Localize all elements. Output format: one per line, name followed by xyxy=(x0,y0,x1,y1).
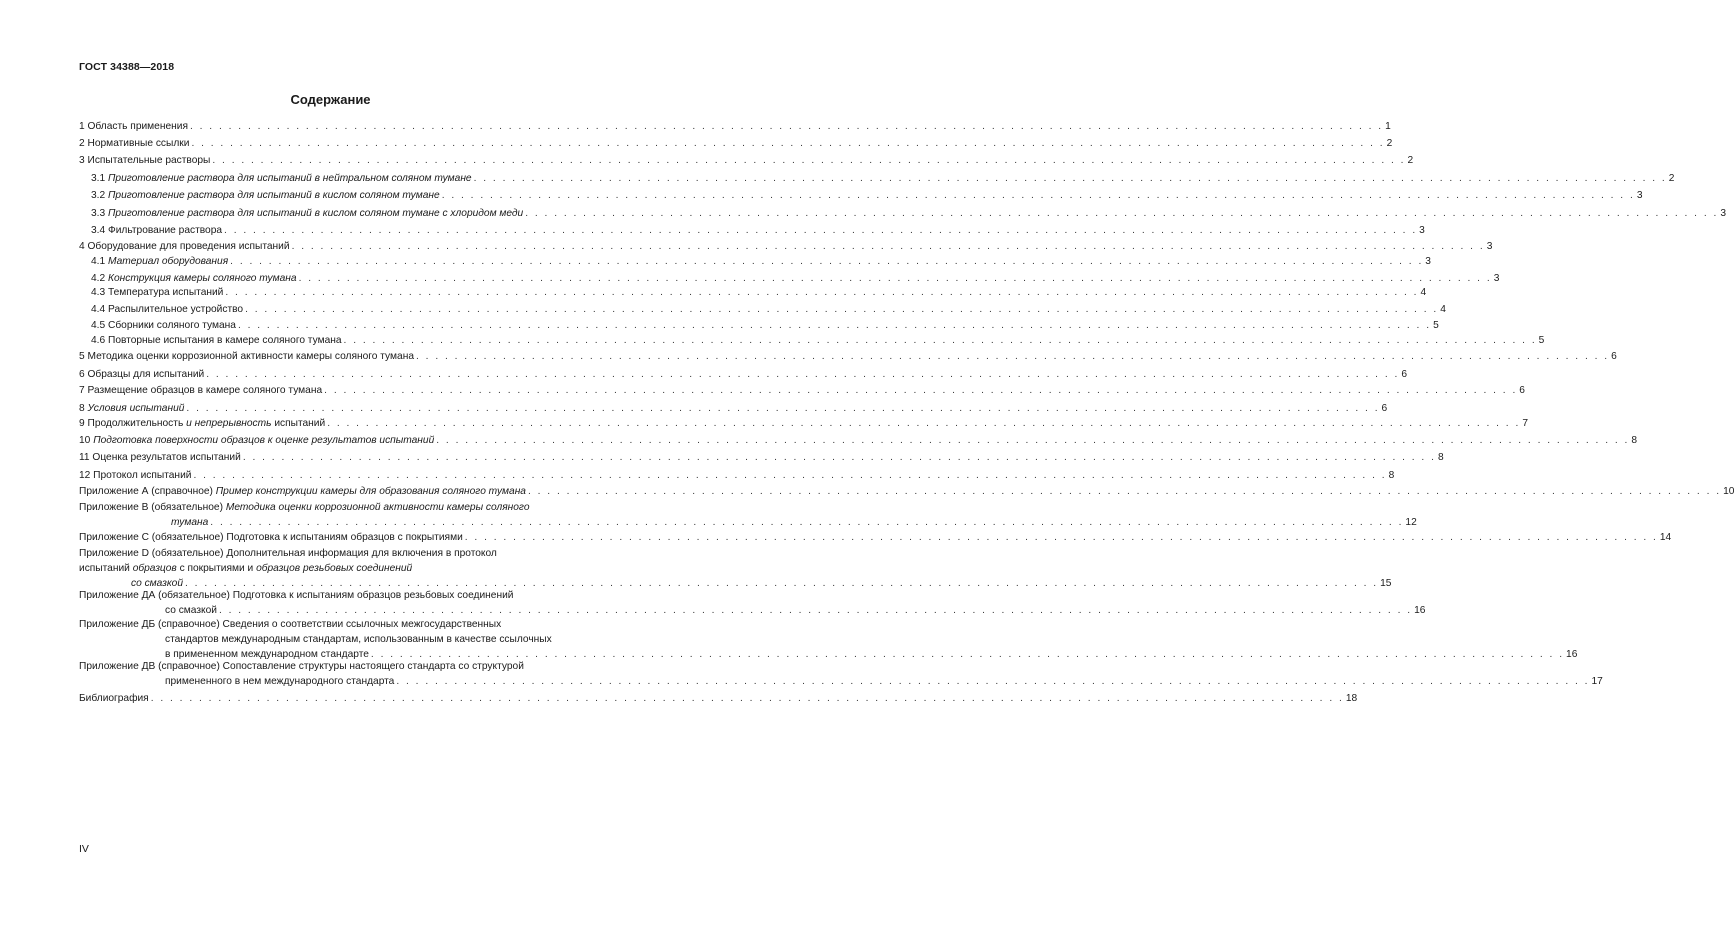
dot-leader: . . . . . . . . . . . . . . . . . . . . . . . . . . . . . . . . . . . . . . . . . . . . . . . . . . . . . . . . . . . . . . . . . . . . . . . . . . . . . . . . . . . . . . . . . . . . . . . . . . . . . . . . . . . . . . . . . . . . . . . . . . . . xyxy=(370,649,1565,660)
toc-entry-text: 7 Размещение образцов в камере соляного тумана xyxy=(79,385,323,396)
toc-entry-8[interactable] xyxy=(79,401,1388,416)
toc-page-number: 4 xyxy=(1440,304,1446,315)
document-header: ГОСТ 34388—2018 xyxy=(79,61,175,73)
toc-entry-4-2[interactable] xyxy=(79,271,1500,286)
toc-entry-appendix-d[interactable] xyxy=(79,546,1392,591)
dot-leader: . . . . . . . . . . . . . . . . . . . . . . . . . . . . . . . . . . . . . . . . . . . . . . . . . . . . . . . . . . . . . . . . . . . . . . . . . . . . . . . . . . . . . . . . . . . . . . . . . . . . . . . . . . . . . . . . . . . . . . . . . . . . xyxy=(225,287,1419,298)
dot-leader: . . . . . . . . . . . . . . . . . . . . . . . . . . . . . . . . . . . . . . . . . . . . . . . . . . . . . . . . . . . . . . . . . . . . . . . . . . . . . . . . . . . . . . . . . . . . . . . . . . . . . . . . . . . . . . . . . . . . . . . . . . . . xyxy=(473,173,1667,184)
toc-page-number: 15 xyxy=(1380,578,1392,589)
toc-entry-4-4[interactable] xyxy=(79,302,1446,317)
toc-entry-text-italic: и непрерывность xyxy=(186,418,272,429)
toc-entry-text: 3 Испытательные растворы xyxy=(79,155,211,166)
toc-appendix-prefix: Приложение В (обязательное) xyxy=(79,502,223,513)
toc-page-number: 8 xyxy=(1388,470,1395,481)
toc-entry-text-italic: образцов резьбовых соединений xyxy=(256,563,413,574)
toc-page-number: 7 xyxy=(1522,418,1528,429)
toc-entry-appendix-b[interactable] xyxy=(79,500,1417,530)
dot-leader: . . . . . . . . . . . . . . . . . . . . . . . . . . . . . . . . . . . . . . . . . . . . . . . . . . . . . . . . . . . . . . . . . . . . . . . . . . . . . . . . . . . . . . . . . . . . . . . . . . . . . . . . . . . . . . . . . . . . . . . . . . . . xyxy=(189,121,1384,132)
toc-entry-text: 5 Методика оценки коррозионной активности камеры соляного тумана xyxy=(79,351,414,362)
toc-page-number: 10 xyxy=(1723,486,1734,497)
toc-entry-4-6[interactable] xyxy=(79,333,1545,348)
toc-entry-text: Приложение С (обязательное) Подготовка к испытаниям образцов с покрытиями xyxy=(79,532,463,543)
dot-leader: . . . . . . . . . . . . . . . . . . . . . . . . . . . . . . . . . . . . . . . . . . . . . . . . . . . . . . . . . . . . . . . . . . . . . . . . . . . . . . . . . . . . . . . . . . . . . . . . . . . . . . . . . . . . . . . . . . . . . . . . . . . . xyxy=(224,225,1418,236)
toc-entry-text: 4.4 Распылительное устройство xyxy=(91,304,244,315)
toc-entry-7[interactable] xyxy=(79,383,1525,398)
toc-page-number: 12 xyxy=(1405,517,1417,528)
toc-page-number: 3 xyxy=(1636,190,1643,201)
toc-entry-2[interactable] xyxy=(79,136,1393,151)
dot-leader: . . . . . . . . . . . . . . . . . . . . . . . . . . . . . . . . . . . . . . . . . . . . . . . . . . . . . . . . . . . . . . . . . . . . . . . . . . . . . . . . . . . . . . . . . . . . . . . . . . . . . . . . . . . . . . . . . . . . . . . . . . . . xyxy=(210,517,1404,528)
toc-entry-text: испытаний xyxy=(79,563,133,574)
toc-entry-appendix-db[interactable] xyxy=(79,617,1578,662)
toc-entry-appendix-dv[interactable] xyxy=(79,659,1603,689)
toc-entry-text: 2 Нормативные ссылки xyxy=(79,138,190,149)
dot-leader: . . . . . . . . . . . . . . . . . . . . . . . . . . . . . . . . . . . . . . . . . . . . . . . . . . . . . . . . . . . . . . . . . . . . . . . . . . . . . . . . . . . . . . . . . . . . . . . . . . . . . . . . . . . . . . . . . . . . . . . . . . . . xyxy=(193,470,1387,481)
toc-entry-text: Приложение D (обязательное) Дополнительная информация для включения в протокол xyxy=(79,548,497,559)
dot-leader: . . . . . . . . . . . . . . . . . . . . . . . . . . . . . . . . . . . . . . . . . . . . . . . . . . . . . . . . . . . . . . . . . . . . . . . . . . . . . . . . . . . . . . . . . . . . . . . . . . . . . . . . . . . . . . . . . . . . . . . . . . . . xyxy=(206,369,1400,380)
dot-leader: . . . . . . . . . . . . . . . . . . . . . . . . . . . . . . . . . . . . . . . . . . . . . . . . . . . . . . . . . . . . . . . . . . . . . . . . . . . . . . . . . . . . . . . . . . . . . . . . . . . . . . . . . . . . . . . . . . . . . . . . . . . . xyxy=(396,676,1590,687)
toc-entry-text: Приготовление раствора для испытаний в нейтральном соляном тумане xyxy=(108,173,472,184)
toc-entry-text: стандартов международным стандартам, использованным в качестве ссылочных xyxy=(165,634,552,645)
dot-leader: . . . . . . . . . . . . . . . . . . . . . . . . . . . . . . . . . . . . . . . . . . . . . . . . . . . . . . . . . . . . . . . . . . . . . . . . . . . . . . . . . . . . . . . . . . . . . . . . . . . . . . . . . . . . . . . . . . . . . . . . . . . . xyxy=(218,605,1413,616)
toc-entry-11[interactable] xyxy=(79,450,1444,465)
toc-page-number: 3 xyxy=(1419,225,1425,236)
dot-leader: . . . . . . . . . . . . . . . . . . . . . . . . . . . . . . . . . . . . . . . . . . . . . . . . . . . . . . . . . . . . . . . . . . . . . . . . . . . . . . . . . . . . . . . . . . . . . . . . . . . . . . . . . . . . . . . . . . . . . . . . . . . . xyxy=(212,155,1406,166)
dot-leader: . . . . . . . . . . . . . . . . . . . . . . . . . . . . . . . . . . . . . . . . . . . . . . . . . . . . . . . . . . . . . . . . . . . . . . . . . . . . . . . . . . . . . . . . . . . . . . . . . . . . . . . . . . . . . . . . . . . . . . . . . . . . xyxy=(191,138,1385,149)
page-number-footer: IV xyxy=(79,843,89,855)
toc-entry-4-3[interactable] xyxy=(79,285,1427,300)
dot-leader: . . . . . . . . . . . . . . . . . . . . . . . . . . . . . . . . . . . . . . . . . . . . . . . . . . . . . . . . . . . . . . . . . . . . . . . . . . . . . . . . . . . . . . . . . . . . . . . . . . . . . . . . . . . . . . . . . . . . . . . . . . . . xyxy=(298,273,1492,284)
toc-entry-text: Приготовление раствора для испытаний в кислом соляном тумане с хлоридом меди xyxy=(108,208,524,219)
dot-leader: . . . . . . . . . . . . . . . . . . . . . . . . . . . . . . . . . . . . . . . . . . . . . . . . . . . . . . . . . . . . . . . . . . . . . . . . . . . . . . . . . . . . . . . . . . . . . . . . . . . . . . . . . . . . . . . . . . . . . . . . . . . . xyxy=(525,208,1719,219)
toc-entry-appendix-a[interactable] xyxy=(79,484,1734,499)
toc-entry-text: 4.6 Повторные испытания в камере соляного тумана xyxy=(91,335,342,346)
toc-entry-text: Приготовление раствора для испытаний в кислом соляном тумане xyxy=(108,190,440,201)
dot-leader: . . . . . . . . . . . . . . . . . . . . . . . . . . . . . . . . . . . . . . . . . . . . . . . . . . . . . . . . . . . . . . . . . . . . . . . . . . . . . . . . . . . . . . . . . . . . . . . . . . . . . . . . . . . . . . . . . . . . . . . . . . . . xyxy=(291,241,1485,252)
toc-page-number: 6 xyxy=(1611,351,1617,362)
toc-entry-number: 4.2 xyxy=(91,273,106,284)
toc-page-number: 3 xyxy=(1493,273,1500,284)
toc-entry-4-5[interactable] xyxy=(79,318,1439,333)
dot-leader: . . . . . . . . . . . . . . . . . . . . . . . . . . . . . . . . . . . . . . . . . . . . . . . . . . . . . . . . . . . . . . . . . . . . . . . . . . . . . . . . . . . . . . . . . . . . . . . . . . . . . . . . . . . . . . . . . . . . . . . . . . . . xyxy=(436,435,1630,446)
toc-entry-number: 3.2 xyxy=(91,190,106,201)
dot-leader: . . . . . . . . . . . . . . . . . . . . . . . . . . . . . . . . . . . . . . . . . . . . . . . . . . . . . . . . . . . . . . . . . . . . . . . . . . . . . . . . . . . . . . . . . . . . . . . . . . . . . . . . . . . . . . . . . . . . . . . . . . . . xyxy=(324,385,1518,396)
toc-entry-text: Приложение ДА (обязательное) Подготовка к испытаниям образцов резьбовых соединений xyxy=(79,590,514,601)
toc-entry-4[interactable] xyxy=(79,239,1493,254)
toc-entry-text: Материал оборудования xyxy=(108,256,229,267)
toc-entry-3-2[interactable] xyxy=(79,188,1643,203)
toc-page-number: 3 xyxy=(1486,241,1493,252)
toc-entry-3-4[interactable] xyxy=(79,223,1425,238)
toc-entry-text: 1 Область применения xyxy=(79,121,188,132)
toc-page-number: 16 xyxy=(1566,649,1578,660)
toc-entry-text: Пример конструкции камеры для образования соляного тумана xyxy=(215,486,526,497)
toc-page-number: 8 xyxy=(1631,435,1638,446)
toc-page-number: 8 xyxy=(1437,452,1444,463)
dot-leader: . . . . . . . . . . . . . . . . . . . . . . . . . . . . . . . . . . . . . . . . . . . . . . . . . . . . . . . . . . . . . . . . . . . . . . . . . . . . . . . . . . . . . . . . . . . . . . . . . . . . . . . . . . . . . . . . . . . . . . . . . . . . xyxy=(150,693,1344,704)
toc-entry-text: Условия испытаний xyxy=(87,403,185,414)
toc-appendix-prefix: Приложение А (справочное) xyxy=(79,486,213,497)
toc-entry-text: Конструкция камеры соляного тумана xyxy=(108,273,297,284)
toc-entry-text: тумана xyxy=(171,517,209,528)
toc-entry-number: 3.3 xyxy=(91,208,106,219)
dot-leader: . . . . . . . . . . . . . . . . . . . . . . . . . . . . . . . . . . . . . . . . . . . . . . . . . . . . . . . . . . . . . . . . . . . . . . . . . . . . . . . . . . . . . . . . . . . . . . . . . . . . . . . . . . . . . . . . . . . . . . . . . . . . xyxy=(245,304,1439,315)
dot-leader: . . . . . . . . . . . . . . . . . . . . . . . . . . . . . . . . . . . . . . . . . . . . . . . . . . . . . . . . . . . . . . . . . . . . . . . . . . . . . . . . . . . . . . . . . . . . . . . . . . . . . . . . . . . . . . . . . . . . . . . . . . . . xyxy=(416,351,1610,362)
dot-leader: . . . . . . . . . . . . . . . . . . . . . . . . . . . . . . . . . . . . . . . . . . . . . . . . . . . . . . . . . . . . . . . . . . . . . . . . . . . . . . . . . . . . . . . . . . . . . . . . . . . . . . . . . . . . . . . . . . . . . . . . . . . . xyxy=(327,418,1521,429)
toc-entry-text: 9 Продолжительность xyxy=(79,418,187,429)
toc-entry-text-italic: образцов xyxy=(132,563,177,574)
toc-entry-6[interactable] xyxy=(79,367,1408,382)
toc-entry-number: 3.1 xyxy=(91,173,106,184)
toc-entry-number: 10 xyxy=(79,435,91,446)
toc-entry-4-1[interactable] xyxy=(79,254,1431,269)
dot-leader: . . . . . . . . . . . . . . . . . . . . . . . . . . . . . . . . . . . . . . . . . . . . . . . . . . . . . . . . . . . . . . . . . . . . . . . . . . . . . . . . . . . . . . . . . . . . . . . . . . . . . . . . . . . . . . . . . . . . . . . . . . . . xyxy=(186,403,1380,414)
dot-leader: . . . . . . . . . . . . . . . . . . . . . . . . . . . . . . . . . . . . . . . . . . . . . . . . . . . . . . . . . . . . . . . . . . . . . . . . . . . . . . . . . . . . . . . . . . . . . . . . . . . . . . . . . . . . . . . . . . . . . . . . . . . . xyxy=(343,335,1537,346)
toc-entry-text: Методика оценки коррозионной активности камеры соляного xyxy=(225,502,530,513)
toc-entry-text: 4.5 Сборники соляного тумана xyxy=(91,320,236,331)
toc-entry-3-3[interactable] xyxy=(79,206,1727,221)
toc-entry-text: Приложение ДБ (справочное) Сведения о соответствии ссылочных межгосударственных xyxy=(79,619,502,630)
toc-page-number: 6 xyxy=(1381,403,1388,414)
dot-leader: . . . . . . . . . . . . . . . . . . . . . . . . . . . . . . . . . . . . . . . . . . . . . . . . . . . . . . . . . . . . . . . . . . . . . . . . . . . . . . . . . . . . . . . . . . . . . . . . . . . . . . . . . . . . . . . . . . . . . . . . . . . . xyxy=(464,532,1658,543)
toc-page-number: 3 xyxy=(1425,256,1431,267)
toc-entry-text: испытаний xyxy=(271,418,326,429)
dot-leader: . . . . . . . . . . . . . . . . . . . . . . . . . . . . . . . . . . . . . . . . . . . . . . . . . . . . . . . . . . . . . . . . . . . . . . . . . . . . . . . . . . . . . . . . . . . . . . . . . . . . . . . . . . . . . . . . . . . . . . . . . . . . xyxy=(237,320,1432,331)
dot-leader: . . . . . . . . . . . . . . . . . . . . . . . . . . . . . . . . . . . . . . . . . . . . . . . . . . . . . . . . . . . . . . . . . . . . . . . . . . . . . . . . . . . . . . . . . . . . . . . . . . . . . . . . . . . . . . . . . . . . . . . . . . . . xyxy=(242,452,1436,463)
toc-entry-text: со смазкой xyxy=(165,605,217,616)
toc-entry-text: 3.4 Фильтрование раствора xyxy=(91,225,223,236)
toc-entry-1[interactable] xyxy=(79,119,1391,134)
toc-page-number: 14 xyxy=(1659,532,1672,543)
toc-entry-text: 12 Протокол испытаний xyxy=(79,470,192,481)
toc-entry-text: Библиография xyxy=(79,693,149,704)
toc-entry-3[interactable] xyxy=(79,153,1414,168)
toc-entry-text: с покрытиями и xyxy=(176,563,257,574)
toc-page-number: 3 xyxy=(1720,208,1727,219)
toc-entry-text: 4.3 Температура испытаний xyxy=(91,287,224,298)
toc-entry-3-1[interactable] xyxy=(79,171,1675,186)
toc-entry-number: 4.1 xyxy=(91,256,106,267)
toc-page-number: 6 xyxy=(1401,369,1408,380)
toc-page-number: 2 xyxy=(1386,138,1393,149)
toc-page-number: 1 xyxy=(1385,121,1391,132)
toc-entry-appendix-c[interactable] xyxy=(79,530,1672,545)
toc-page-number: 5 xyxy=(1433,320,1439,331)
toc-page-number: 17 xyxy=(1591,676,1603,687)
dot-leader: . . . . . . . . . . . . . . . . . . . . . . . . . . . . . . . . . . . . . . . . . . . . . . . . . . . . . . . . . . . . . . . . . . . . . . . . . . . . . . . . . . . . . . . . . . . . . . . . . . . . . . . . . . . . . . . . . . . . . . . . . . . . xyxy=(230,256,1424,267)
toc-page-number: 2 xyxy=(1407,155,1414,166)
toc-entry-bibliography[interactable] xyxy=(79,691,1358,706)
toc-entry-text: примененного в нем международного стандарта xyxy=(165,676,395,687)
dot-leader: . . . . . . . . . . . . . . . . . . . . . . . . . . . . . . . . . . . . . . . . . . . . . . . . . . . . . . . . . . . . . . . . . . . . . . . . . . . . . . . . . . . . . . . . . . . . . . . . . . . . . . . . . . . . . . . . . . . . . . . . . . . . xyxy=(441,190,1635,201)
dot-leader: . . . . . . . . . . . . . . . . . . . . . . . . . . . . . . . . . . . . . . . . . . . . . . . . . . . . . . . . . . . . . . . . . . . . . . . . . . . . . . . . . . . . . . . . . . . . . . . . . . . . . . . . . . . . . . . . . . . . . . . . . . . . xyxy=(185,578,1379,589)
toc-page-number: 2 xyxy=(1668,173,1675,184)
toc-page-number: 16 xyxy=(1414,605,1426,616)
toc-entry-appendix-da[interactable] xyxy=(79,588,1426,618)
toc-entry-text: в примененном международном стандарте xyxy=(165,649,369,660)
toc-page-number: 18 xyxy=(1345,693,1358,704)
toc-entry-text: 4 Оборудование для проведения испытаний xyxy=(79,241,290,252)
toc-entry-text: 6 Образцы для испытаний xyxy=(79,369,205,380)
dot-leader: . . . . . . . . . . . . . . . . . . . . . . . . . . . . . . . . . . . . . . . . . . . . . . . . . . . . . . . . . . . . . . . . . . . . . . . . . . . . . . . . . . . . . . . . . . . . . . . . . . . . . . . . . . . . . . . . . . . . . . . . . . . . xyxy=(527,486,1722,497)
page-title: Содержание xyxy=(290,92,371,107)
toc-page-number: 6 xyxy=(1519,385,1525,396)
toc-entry-9[interactable] xyxy=(79,416,1528,431)
toc-entry-10[interactable] xyxy=(79,433,1638,448)
toc-entry-text: Приложение ДВ (справочное) Сопоставление структуры настоящего стандарта со структурой xyxy=(79,661,524,672)
toc-page-number: 4 xyxy=(1420,287,1427,298)
toc-entry-text: со смазкой xyxy=(131,578,183,589)
toc-entry-5[interactable] xyxy=(79,349,1617,364)
toc-entry-text: Подготовка поверхности образцов к оценке результатов испытаний xyxy=(93,435,435,446)
toc-page-number: 5 xyxy=(1538,335,1545,346)
toc-entry-12[interactable] xyxy=(79,468,1395,483)
toc-entry-text: 11 Оценка результатов испытаний xyxy=(79,452,241,463)
toc-entry-number: 8 xyxy=(79,403,85,414)
